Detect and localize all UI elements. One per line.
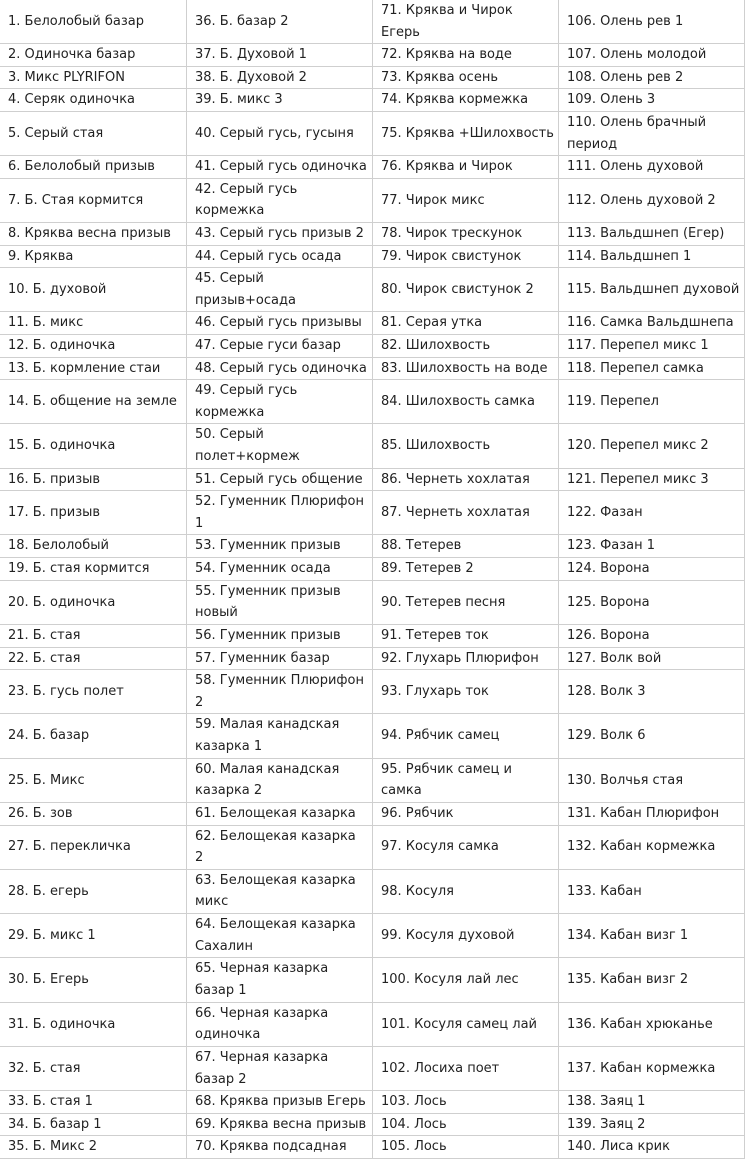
table-cell: 48. Серый гусь одиночка (187, 357, 373, 380)
table-cell: 8. Кряква весна призыв (0, 223, 187, 246)
table-cell: 111. Олень духовой (559, 156, 745, 179)
table-cell: 120. Перепел микс 2 (559, 424, 745, 468)
table-cell: 134. Кабан визг 1 (559, 914, 745, 958)
table-cell: 136. Кабан хрюканье (559, 1002, 745, 1046)
table-row (0, 869, 745, 913)
table-cell: 102. Лосиха поет (373, 1047, 559, 1091)
table-cell: 74. Кряква кормежка (373, 89, 559, 112)
table-cell: 129. Волк 6 (559, 714, 745, 758)
table-cell: 9. Кряква (0, 245, 187, 268)
table-cell: 118. Перепел самка (559, 357, 745, 380)
table-row (0, 1136, 745, 1159)
table-row (0, 0, 745, 44)
table-cell: 140. Лиса крик (559, 1136, 745, 1159)
table-cell: 30. Б. Егерь (0, 958, 187, 1002)
table-cell: 127. Волк вой (559, 647, 745, 670)
table-cell: 79. Чирок свистунок (373, 245, 559, 268)
table-cell: 61. Белощекая казарка (187, 803, 373, 826)
table-cell: 69. Кряква весна призыв (187, 1113, 373, 1136)
table-cell: 31. Б. одиночка (0, 1002, 187, 1046)
table-row (0, 178, 745, 222)
table-cell: 124. Ворона (559, 558, 745, 581)
table-cell: 32. Б. стая (0, 1047, 187, 1091)
table-cell: 133. Кабан (559, 869, 745, 913)
table-cell: 99. Косуля духовой (373, 914, 559, 958)
table-cell: 4. Серяк одиночка (0, 89, 187, 112)
table-cell: 113. Вальдшнеп (Егер) (559, 223, 745, 246)
table-cell: 59. Малая канадская казарка 1 (187, 714, 373, 758)
table-row (0, 670, 745, 714)
table-row (0, 44, 745, 67)
table-cell: 36. Б. базар 2 (187, 0, 373, 44)
table-cell: 125. Ворона (559, 580, 745, 624)
table-cell: 76. Кряква и Чирок (373, 156, 559, 179)
table-cell: 65. Черная казарка базар 1 (187, 958, 373, 1002)
table-cell: 63. Белощекая казарка микс (187, 869, 373, 913)
table-row (0, 803, 745, 826)
table-row (0, 758, 745, 802)
table-cell: 3. Микс PLYRIFON (0, 66, 187, 89)
table-row (0, 1047, 745, 1091)
table-cell: 15. Б. одиночка (0, 424, 187, 468)
table-cell: 54. Гуменник осада (187, 558, 373, 581)
table-cell: 94. Рябчик самец (373, 714, 559, 758)
table-row (0, 714, 745, 758)
table-row (0, 380, 745, 424)
table-cell: 72. Кряква на воде (373, 44, 559, 67)
table-cell: 40. Серый гусь, гусыня (187, 111, 373, 155)
table-cell: 106. Олень рев 1 (559, 0, 745, 44)
table-cell: 71. Кряква и Чирок Егерь (373, 0, 559, 44)
table-cell: 13. Б. кормление стаи (0, 357, 187, 380)
table-cell: 20. Б. одиночка (0, 580, 187, 624)
table-row (0, 1113, 745, 1136)
table-row (0, 1002, 745, 1046)
table-cell: 119. Перепел (559, 380, 745, 424)
table-cell: 110. Олень брачный период (559, 111, 745, 155)
table-cell: 35. Б. Микс 2 (0, 1136, 187, 1159)
table-cell: 29. Б. микс 1 (0, 914, 187, 958)
table-cell: 43. Серый гусь призыв 2 (187, 223, 373, 246)
table-row (0, 558, 745, 581)
table-cell: 42. Серый гусь кормежка (187, 178, 373, 222)
table-cell: 6. Белолобый призыв (0, 156, 187, 179)
table-cell: 91. Тетерев ток (373, 624, 559, 647)
table-cell: 109. Олень 3 (559, 89, 745, 112)
table-cell: 56. Гуменник призыв (187, 624, 373, 647)
table-row (0, 156, 745, 179)
table-cell: 22. Б. стая (0, 647, 187, 670)
table-cell: 131. Кабан Плюрифон (559, 803, 745, 826)
table-cell: 12. Б. одиночка (0, 335, 187, 358)
table-cell: 126. Ворона (559, 624, 745, 647)
table-row (0, 268, 745, 312)
table-cell: 108. Олень рев 2 (559, 66, 745, 89)
table-row (0, 312, 745, 335)
table-cell: 128. Волк 3 (559, 670, 745, 714)
table-cell: 122. Фазан (559, 491, 745, 535)
table-row (0, 335, 745, 358)
table-cell: 24. Б. базар (0, 714, 187, 758)
table-cell: 16. Б. призыв (0, 468, 187, 491)
table-cell: 23. Б. гусь полет (0, 670, 187, 714)
table-row (0, 491, 745, 535)
table-cell: 7. Б. Стая кормится (0, 178, 187, 222)
table-cell: 88. Тетерев (373, 535, 559, 558)
table-cell: 78. Чирок трескунок (373, 223, 559, 246)
table-cell: 2. Одиночка базар (0, 44, 187, 67)
table-cell: 27. Б. перекличка (0, 825, 187, 869)
table-row (0, 647, 745, 670)
table-row (0, 1091, 745, 1114)
table-cell: 123. Фазан 1 (559, 535, 745, 558)
table-cell: 25. Б. Микс (0, 758, 187, 802)
table-cell: 82. Шилохвость (373, 335, 559, 358)
table-cell: 81. Серая утка (373, 312, 559, 335)
table-cell: 137. Кабан кормежка (559, 1047, 745, 1091)
table-cell: 18. Белолобый (0, 535, 187, 558)
table-cell: 114. Вальдшнеп 1 (559, 245, 745, 268)
table-cell: 104. Лось (373, 1113, 559, 1136)
table-cell: 83. Шилохвость на воде (373, 357, 559, 380)
table-cell: 84. Шилохвость самка (373, 380, 559, 424)
table-cell: 75. Кряква +Шилохвость (373, 111, 559, 155)
table-cell: 52. Гуменник Плюрифон 1 (187, 491, 373, 535)
table-cell: 45. Серый призыв+осада (187, 268, 373, 312)
table-row (0, 468, 745, 491)
table-cell: 28. Б. егерь (0, 869, 187, 913)
table-cell: 10. Б. духовой (0, 268, 187, 312)
table-cell: 46. Серый гусь призывы (187, 312, 373, 335)
table-cell: 19. Б. стая кормится (0, 558, 187, 581)
table-cell: 70. Кряква подсадная (187, 1136, 373, 1159)
table-cell: 121. Перепел микс 3 (559, 468, 745, 491)
table-cell: 66. Черная казарка одиночка (187, 1002, 373, 1046)
table-cell: 51. Серый гусь общение (187, 468, 373, 491)
table-cell: 132. Кабан кормежка (559, 825, 745, 869)
table-cell: 50. Серый полет+кормеж (187, 424, 373, 468)
table-cell: 67. Черная казарка базар 2 (187, 1047, 373, 1091)
table-cell: 95. Рябчик самец и самка (373, 758, 559, 802)
table-row (0, 958, 745, 1002)
table-cell: 58. Гуменник Плюрифон 2 (187, 670, 373, 714)
table-cell: 97. Косуля самка (373, 825, 559, 869)
table-row (0, 245, 745, 268)
table-cell: 1. Белолобый базар (0, 0, 187, 44)
table-row (0, 424, 745, 468)
table-cell: 64. Белощекая казарка Сахалин (187, 914, 373, 958)
table-cell: 103. Лось (373, 1091, 559, 1114)
table-cell: 86. Чернеть хохлатая (373, 468, 559, 491)
table-cell: 68. Кряква призыв Егерь (187, 1091, 373, 1114)
table-cell: 62. Белощекая казарка 2 (187, 825, 373, 869)
table-cell: 44. Серый гусь осада (187, 245, 373, 268)
table-cell: 34. Б. базар 1 (0, 1113, 187, 1136)
table-cell: 73. Кряква осень (373, 66, 559, 89)
table-cell: 92. Глухарь Плюрифон (373, 647, 559, 670)
table-cell: 26. Б. зов (0, 803, 187, 826)
table-cell: 5. Серый стая (0, 111, 187, 155)
table-cell: 117. Перепел микс 1 (559, 335, 745, 358)
table-cell: 39. Б. микс 3 (187, 89, 373, 112)
table-cell: 130. Волчья стая (559, 758, 745, 802)
table-row (0, 624, 745, 647)
table-cell: 11. Б. микс (0, 312, 187, 335)
table-cell: 47. Серые гуси базар (187, 335, 373, 358)
table-cell: 41. Серый гусь одиночка (187, 156, 373, 179)
table-cell: 135. Кабан визг 2 (559, 958, 745, 1002)
table-cell: 107. Олень молодой (559, 44, 745, 67)
table-row (0, 89, 745, 112)
table-cell: 85. Шилохвость (373, 424, 559, 468)
table-cell: 49. Серый гусь кормежка (187, 380, 373, 424)
table-cell: 17. Б. призыв (0, 491, 187, 535)
table-cell: 80. Чирок свистунок 2 (373, 268, 559, 312)
table-cell: 77. Чирок микс (373, 178, 559, 222)
table-row (0, 223, 745, 246)
table-cell: 105. Лось (373, 1136, 559, 1159)
table-cell: 53. Гуменник призыв (187, 535, 373, 558)
table-cell: 90. Тетерев песня (373, 580, 559, 624)
table-cell: 38. Б. Духовой 2 (187, 66, 373, 89)
table-cell: 98. Косуля (373, 869, 559, 913)
table-row (0, 580, 745, 624)
table-row (0, 66, 745, 89)
table-cell: 21. Б. стая (0, 624, 187, 647)
table-cell: 87. Чернеть хохлатая (373, 491, 559, 535)
table-cell: 100. Косуля лай лес (373, 958, 559, 1002)
table-cell: 138. Заяц 1 (559, 1091, 745, 1114)
table-cell: 112. Олень духовой 2 (559, 178, 745, 222)
table-cell: 37. Б. Духовой 1 (187, 44, 373, 67)
table-row (0, 535, 745, 558)
table-cell: 139. Заяц 2 (559, 1113, 745, 1136)
table-cell: 116. Самка Вальдшнепа (559, 312, 745, 335)
table-cell: 55. Гуменник призыв новый (187, 580, 373, 624)
table-cell: 33. Б. стая 1 (0, 1091, 187, 1114)
table-row (0, 111, 745, 155)
table-cell: 93. Глухарь ток (373, 670, 559, 714)
table-cell: 60. Малая канадская казарка 2 (187, 758, 373, 802)
table-row (0, 825, 745, 869)
table-cell: 57. Гуменник базар (187, 647, 373, 670)
table-cell: 101. Косуля самец лай (373, 1002, 559, 1046)
table-cell: 14. Б. общение на земле (0, 380, 187, 424)
table-cell: 89. Тетерев 2 (373, 558, 559, 581)
table-row (0, 914, 745, 958)
table-cell: 96. Рябчик (373, 803, 559, 826)
table-row (0, 357, 745, 380)
table-cell: 115. Вальдшнеп духовой (559, 268, 745, 312)
